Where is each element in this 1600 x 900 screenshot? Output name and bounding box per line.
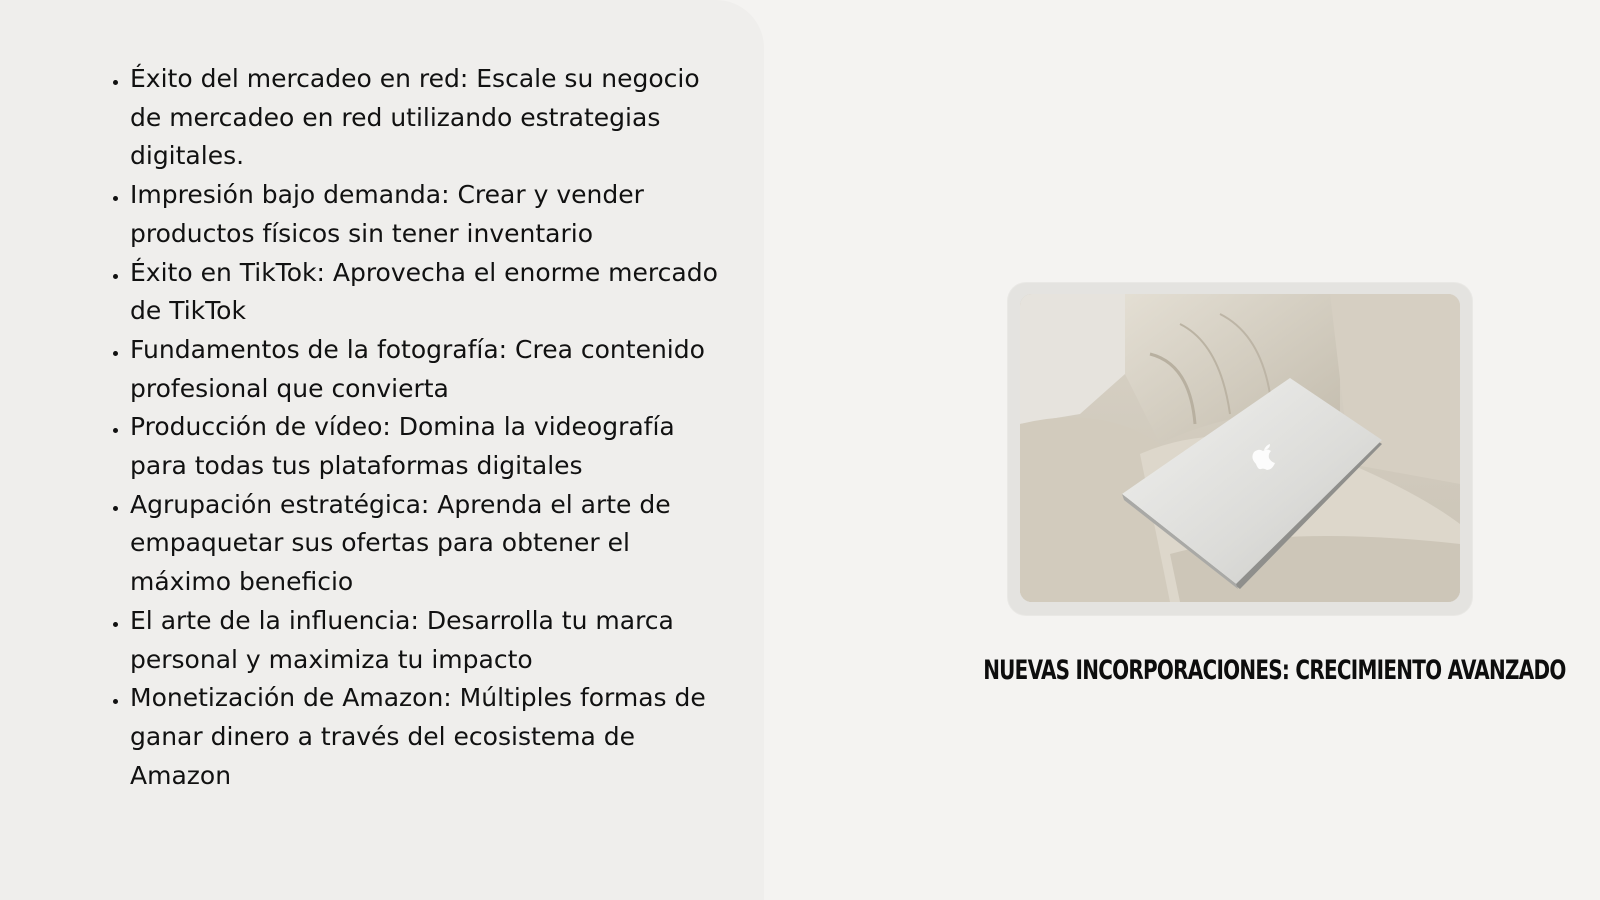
- feature-item: • Éxito del mercadeo en red: Escale su negocio de mercadeo en red utilizando estrategias digitales.: [130, 60, 730, 176]
- photo-frame: [1008, 283, 1472, 615]
- feature-item: • Agrupación estratégica: Aprenda el arte de empaquetar sus ofertas para obtener el máximo beneficio: [130, 486, 730, 602]
- feature-item: • Impresión bajo demanda: Crear y vender productos físicos sin tener inventario: [130, 176, 730, 253]
- feature-item: • Éxito en TikTok: Aprovecha el enorme mercado de TikTok: [130, 254, 730, 331]
- section-caption: NUEVAS INCORPORACIONES: CRECIMIENTO AVANZADO: [983, 655, 1566, 686]
- left-panel: [0, 0, 764, 900]
- feature-item: • El arte de la influencia: Desarrolla tu marca personal y maximiza tu impacto: [130, 602, 730, 679]
- feature-item: • Monetización de Amazon: Múltiples formas de ganar dinero a través del ecosistema de Amazon: [130, 679, 730, 795]
- photo-illustration: [1020, 294, 1460, 602]
- feature-item: • Fundamentos de la fotografía: Crea contenido profesional que convierta: [130, 331, 730, 408]
- feature-list: [100, 60, 730, 795]
- feature-item: • Producción de vídeo: Domina la videografía para todas tus plataformas digitales: [130, 408, 730, 485]
- laptop-on-sofa-photo: [1020, 294, 1460, 602]
